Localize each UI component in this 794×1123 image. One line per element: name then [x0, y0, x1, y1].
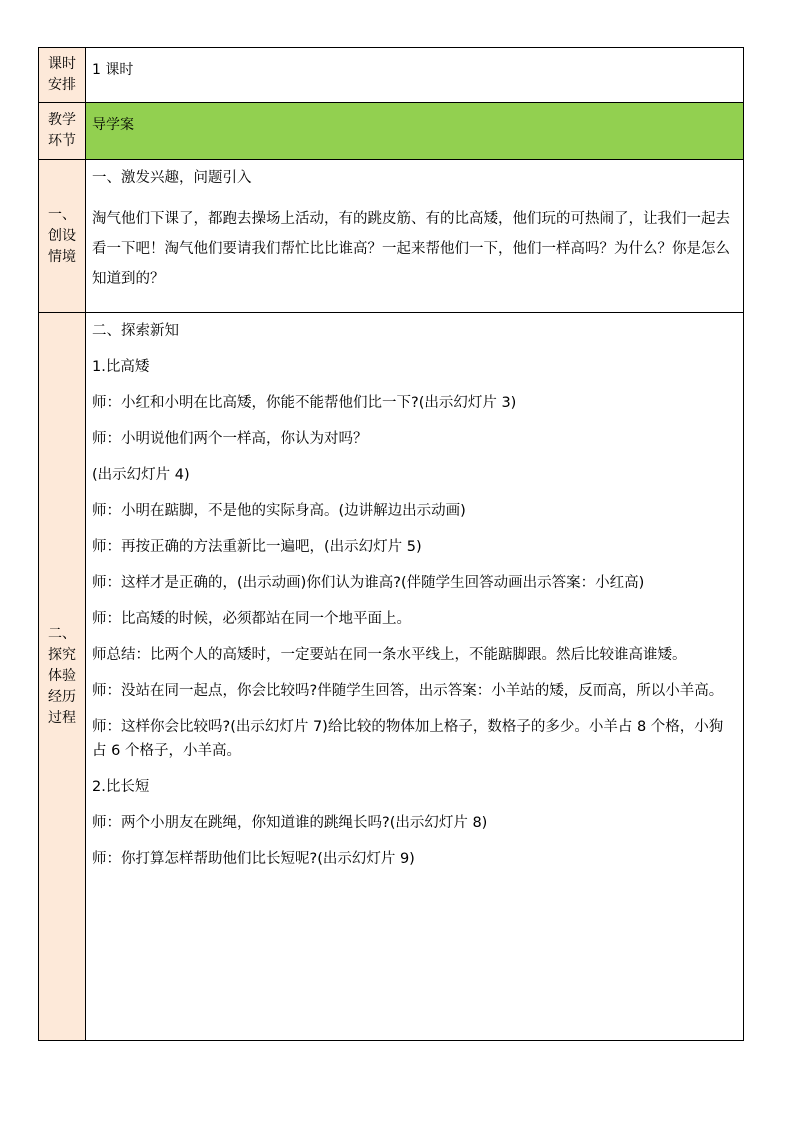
- section2-line: 二、探索新知: [92, 323, 179, 339]
- section2-line: 师：这样你会比较吗?(出示幻灯片 7)给比较的物体加上格子，数格子的多少。小羊占 8 个格，小狗占 6 个格子，小羊高。: [92, 719, 724, 759]
- stage-value-cell: [86, 103, 744, 160]
- section2-line: 师：你打算怎样帮助他们比长短呢?(出示幻灯片 9): [92, 851, 415, 867]
- section2-line: 师：两个小朋友在跳绳，你知道谁的跳绳长吗?(出示幻灯片 8): [92, 815, 488, 831]
- section2-line: (出示幻灯片 4): [92, 467, 190, 483]
- schedule-value-cell: [86, 48, 744, 103]
- section2-line: 师：小明在踮脚，不是他的实际身高。(边讲解边出示动画): [92, 503, 466, 519]
- schedule-value: 1 课时: [92, 62, 134, 78]
- section2-line: 师总结：比两个人的高矮时，一定要站在同一条水平线上，不能踮脚跟。然后比较谁高谁矮。: [92, 647, 687, 663]
- stage-value: 导学案: [92, 117, 134, 133]
- section2-lines: [86, 313, 743, 871]
- section2-line: 师：没站在同一起点，你会比较吗?伴随学生回答，出示答案：小羊站的矮，反而高，所以小羊高。: [92, 683, 724, 699]
- section1-content-cell: [86, 160, 744, 313]
- section1-label-cell: [39, 160, 86, 313]
- stage-label: 教学 环节: [48, 112, 76, 149]
- stage-label-cell: [39, 103, 86, 160]
- section2-line: 1.比高矮: [92, 359, 150, 375]
- section2-line: 师：这样才是正确的，(出示动画)你们认为谁高?(伴随学生回答动画出示答案：小红高): [92, 575, 645, 591]
- section1-paragraph: 淘气他们下课了，都跑去操场上活动，有的跳皮筋、有的比高矮，他们玩的可热闹了，让我们一起去看一下吧！淘气他们要请我们帮忙比比谁高？一起来帮他们一下，他们一样高吗？为什么？你是怎么知道到的？: [92, 211, 730, 287]
- section2-line: 2.比长短: [92, 779, 150, 795]
- section2-line: 师：小红和小明在比高矮，你能不能帮他们比一下?(出示幻灯片 3): [92, 395, 517, 411]
- section2-label-cell: [39, 313, 86, 1041]
- stage-row: [39, 103, 744, 160]
- section2-line: 师：再按正确的方法重新比一遍吧，(出示幻灯片 5): [92, 539, 422, 555]
- schedule-row: [39, 48, 744, 103]
- section2-line: 师：小明说他们两个一样高，你认为对吗？: [92, 431, 368, 447]
- section1-heading: 一、激发兴趣，问题引入: [92, 170, 252, 186]
- section1-label: 一、 创设 情境: [48, 206, 76, 265]
- schedule-label-cell: [39, 48, 86, 103]
- section2-row: [39, 313, 744, 1041]
- schedule-label: 课时 安排: [48, 56, 76, 93]
- section2-label: 二、 探究 体验 经历 过程: [48, 626, 76, 726]
- section2-line: 师：比高矮的时候，必须都站在同一个地平面上。: [92, 611, 411, 627]
- section2-content-cell: [86, 313, 744, 1041]
- section1-row: [39, 160, 744, 313]
- lesson-plan-table: [38, 47, 744, 1041]
